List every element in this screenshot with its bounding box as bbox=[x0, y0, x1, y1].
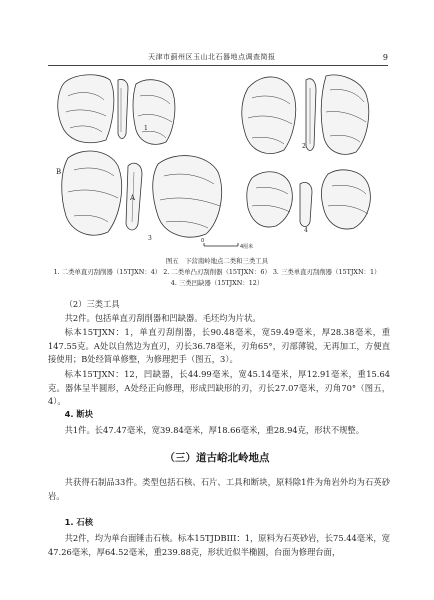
figure-caption-title: 图五 下营南岭地点二类和三类工具 bbox=[165, 257, 269, 265]
heading-cores: 1. 石核 bbox=[64, 517, 94, 527]
scale-zero: 0 bbox=[201, 238, 205, 244]
subsection-title: （2）三类工具 bbox=[64, 299, 120, 309]
scale-label: 4厘米 bbox=[240, 244, 254, 250]
page-number: 9 bbox=[382, 53, 388, 62]
section-title: （三）道古峪北岭地点 bbox=[164, 452, 270, 464]
heading-fragments: 4. 断块 bbox=[64, 409, 94, 419]
paragraph-1: 共2件。包括单直刃刮削器和凹缺器。毛坯均为片状。 bbox=[64, 313, 261, 323]
label-letter-a: A bbox=[130, 194, 136, 202]
label-number-4: 4 bbox=[304, 227, 308, 234]
scale-bar bbox=[201, 238, 253, 250]
figure-caption-line-2: 4. 三类凹缺器（15TJXN：12） bbox=[170, 279, 264, 287]
figure-caption-line-1: 1. 二类单直刃刮削器（15TJXN：4） 2. 二类单凸刃刮削器（15TJXN：6） 3. 三类单直刃刮削器（15TJXN：1） bbox=[53, 268, 381, 276]
label-number-2: 2 bbox=[302, 143, 306, 150]
artifact-4-drawing bbox=[247, 170, 371, 229]
running-header bbox=[48, 47, 388, 66]
paragraph-5: 共获得石制品33件。类型包括石核、石片、工具和断块，原料除1件为角岩外均为石英砂岩。 bbox=[48, 477, 390, 501]
artifact-drawings bbox=[48, 66, 388, 256]
paragraph-3: 标本15TJXN：12，凹缺器，长44.99毫米，宽45.14毫米，厚12.91毫米，重15.64克。器体呈半圆形，A处经正向修理，形成凹缺形的刃，刃长27.07毫米，刃角70°（图五，4）。 bbox=[48, 369, 390, 406]
artifact-3-drawing bbox=[62, 151, 222, 237]
paragraph-6: 共2件，均为单台面锤击石核。标本15TJDBIII：1，原料为石英砂岩，长75.44毫米，宽47.26毫米，厚64.52毫米，重239.88克，形状近似半椭圆，台面为修理台面， bbox=[48, 533, 390, 557]
running-title: 天津市蓟州区玉山北石器地点调查简报 bbox=[148, 53, 276, 61]
label-number-3: 3 bbox=[148, 235, 152, 242]
label-letter-b: B bbox=[56, 168, 62, 176]
figure-artifact-drawings bbox=[48, 66, 388, 256]
paragraph-4: 共1件。长47.47毫米，宽39.84毫米，厚18.66毫米，重28.94克，形状不规整。 bbox=[64, 425, 365, 435]
paragraph-2: 标本15TJXN：1，单直刃刮削器，长90.48毫米，宽59.49毫米，厚28.38毫米，重147.55克。A处以自然边为直刃，刃长36.78毫米，刃角65°，刃部薄锐，无再加工，方便直接使用；B处经简单修整，为修理把手（图五，3）。 bbox=[48, 327, 390, 364]
artifact-1-drawing bbox=[58, 75, 175, 145]
label-number-1: 1 bbox=[144, 125, 148, 132]
